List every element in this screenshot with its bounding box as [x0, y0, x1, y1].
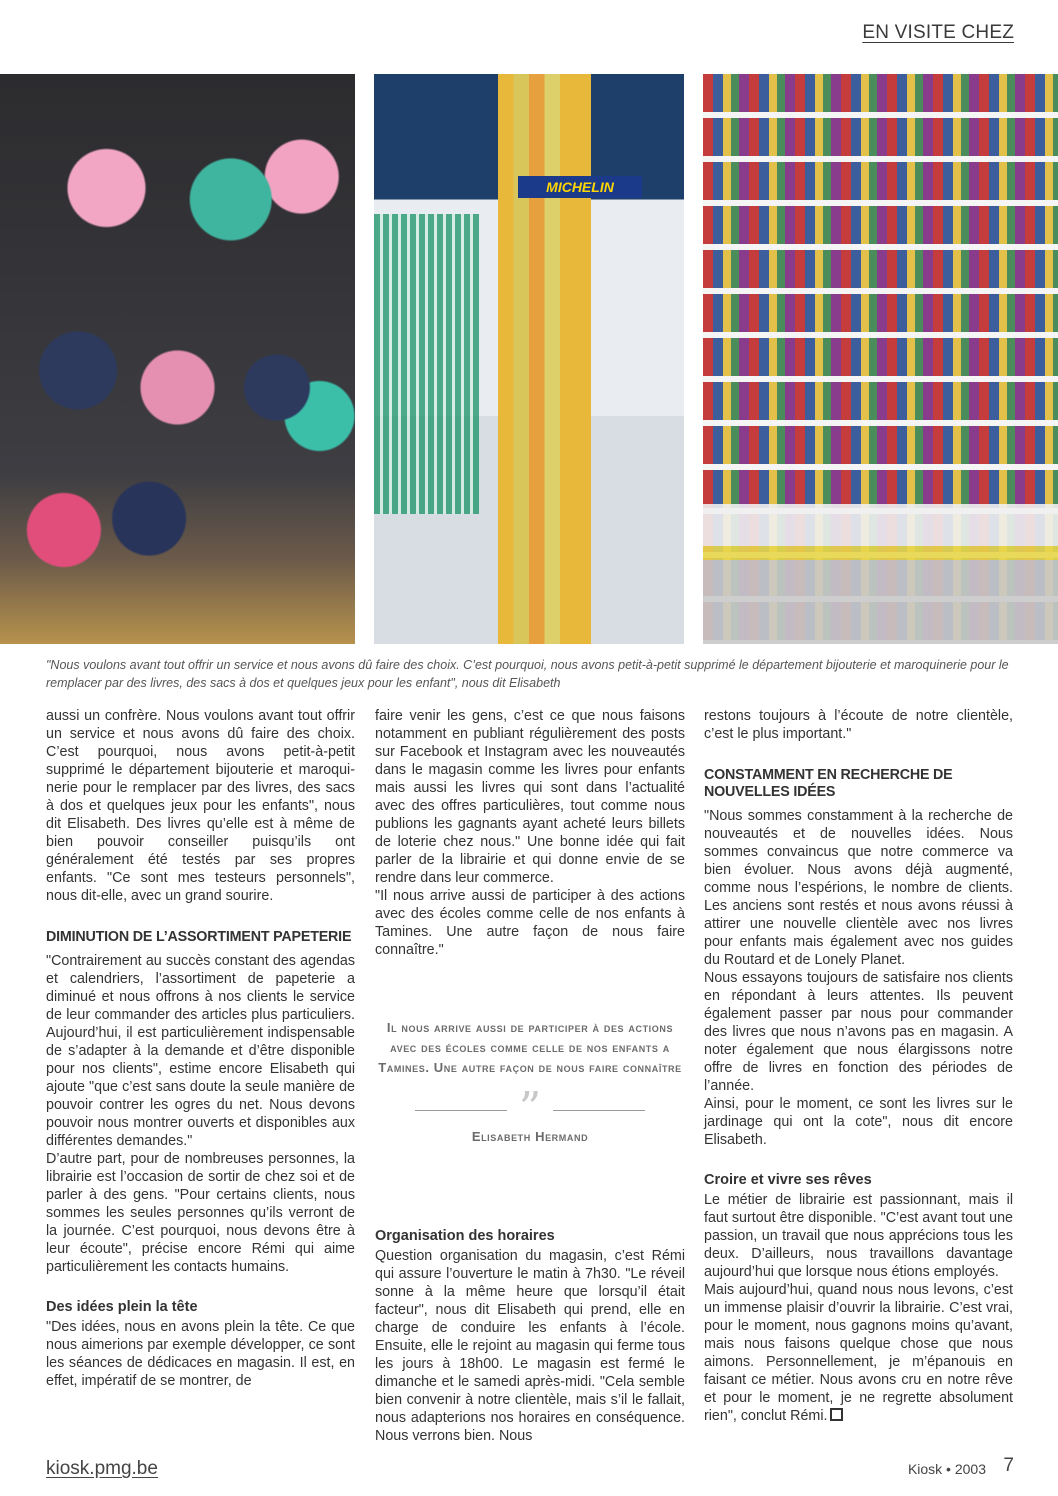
paragraph: Question organisation du magasin, c’est Rémi qui assure l’ouverture le matin à 7h30. "Le réveil sonne à la même heure que lorsqu’il était facteur", nous dit Elisabeth qui prend, elle en charge de conduire les enfants à l’école. Ensuite, elle le rejoint au magasin qui ferme tous les jours à 18h00. Le magasin est fermé le dimanche et le samedi après-midi. "Cela semble bien convenir à notre clientèle, mais s’il le fallait, nous adapterions nos horaires en conséquence. Nous verrons bien. Nous [375, 1248, 685, 1444]
subheading: Organisation des horaires [375, 1228, 555, 1244]
paragraph: restons toujours à l’écoute de notre clientèle, c’est le plus important." [704, 708, 1013, 742]
section-label: EN VISITE CHEZ [862, 22, 1014, 43]
footer-issue: Kiosk • 2003 [907, 1461, 986, 1477]
paragraph: faire venir les gens, c’est ce que nous faisons notamment en publiant régulièrement des posts sur Facebook et Instagram avec les nouveautés dans le magasin comme les livres pour enfants mais aussi les livres qui sont dans l’actualité avec des offres particulières, tout comme nous publions les gagnants ayant acheté leurs billets de loterie chez nous." Une bonne idée qui fait parler de la librairie et qui donne envie de se rendre dans leur commerce. [375, 708, 685, 886]
column-2-lower [375, 1227, 685, 1445]
paragraph: Ainsi, pour le moment, ce sont les livres sur le jardinage qui ont la cote", nous dit encore Elisabeth. [704, 1096, 1013, 1148]
paragraph: "Il nous arrive aussi de participer à des actions avec des écoles comme celle de nos enfants à Tamines. Une autre façon de nous faire connaître." [375, 888, 685, 958]
paragraph: "Nous sommes constamment à la recherche de nouveautés et de nouvelles idées. Nous sommes convaincus que notre commerce va bien évoluer. Nous avons déjà augmenté, comme nous l’espérions, le nombre de clients. Les anciens sont restés et nous avons réussi à attirer une nouvelle clientèle avec nos livres pour enfants mais également avec nos guides du Routard et de Lonely Planet. [704, 808, 1013, 968]
michelin-sign: MICHELIN [518, 176, 642, 198]
paragraph-final [704, 1281, 1013, 1425]
quote-divider [375, 1110, 685, 1111]
paragraph: "Contrairement au succès constant des agendas et calendriers, l’assortiment de papeterie a diminué et nous offrons à nos clients le service de leur commander des articles plus particuliers. Aujourd’hui, il est particulièrement indispensable de s’adapter à la demande et d’être disponible pour nos clients", estime encore Elisabeth qui ajoute "que c’est sans doute la seule manière de pouvoir contrer les ogres du net. Nous devons pouvoir nous montrer ouverts et disponibles aux différentes demandes." [46, 953, 355, 1149]
subheading: Croire et vivre ses rêves [704, 1172, 872, 1188]
paragraph: Nous essayons toujours de satisfaire nos clients en répondant à leurs attentes. Ils peuvent également passer par nous pour commander des livres que nous n’avons pas en magasin. A noter également que nous élargissons notre offre de livres en fonction des périodes de l’année. [704, 970, 1013, 1094]
column-1 [46, 707, 355, 1390]
photo-map-rack [374, 74, 684, 644]
end-square-icon [830, 1408, 843, 1421]
paragraph: "Des idées, nous en avons plein la tête. Ce que nous aimerions par exemple développer, ce sont les séances de dédicaces en magasin. Il est, en effet, impératif de se montrer, de [46, 1319, 355, 1389]
paragraph: aussi un confrère. Nous voulons avant tout offrir un service et nous avons dû faire des choix. C’est pourquoi, nous avons petit-à-petit supprimé le département bijouterie et maroquinerie pour le remplacer par des livres, des sacs à dos et quelques jeux pour les enfants", nous dit Elisabeth. Des livres qu’elle est à même de bien pouvoir conseiller puisqu’ils ont généralement été testés par ses propres enfants. "Ce sont mes testeurs personnels", nous dit-elle, avec un grand sourire. [46, 708, 355, 904]
footer-site-link[interactable]: kiosk.pmg.be [46, 1458, 158, 1479]
column-3 [704, 707, 1013, 1425]
photo-caption: "Nous voulons avant tout offrir un service et nous avons dû faire des choix. C’est pourquoi, nous avons petit-à-petit supprimé le département bijouterie et maroquinerie pour le remplacer par des livres, des sacs à dos et quelques jeux pour les enfant", nous dit Elisabeth [46, 658, 1009, 690]
page-number: 7 [1003, 1455, 1014, 1476]
section-heading: CONSTAMMENT EN RECHERCHE DE NOUVELLES IDÉES [704, 767, 953, 800]
paragraph-final-text: Mais aujourd’hui, quand nous nous levons, c’est un immense plaisir d’ouvrir la librairie. C’est vrai, pour le moment, nous gagnons moins qu’avant, mais nous faisons quelque chose que nous aimons. Personnellement, je m’épanouis en faisant ce métier. Nous avons cru en notre rêve et pour le moment, je ne regrette absolument rien", conclut Rémi. [704, 1282, 1013, 1424]
column-2 [375, 707, 685, 959]
photo-backpacks [0, 74, 355, 644]
paragraph: D’autre part, pour de nombreuses personnes, la librairie est l’occasion de sortir de chez soi et de parler à des gens. "Pour certains clients, nous sommes les seules personnes qu’ils verront de la journée. C’est pourquoi, nous devons être à leur écoute", précise encore Rémi qui aime particulièrement les contacts humains. [46, 1151, 355, 1275]
subheading: Des idées plein la tête [46, 1299, 198, 1315]
quote-mark-icon: ” [518, 1083, 542, 1134]
paragraph: Le métier de librairie est passionnant, mais il faut surtout être disponible. "C’est avant tout une passion, un travail que nous apprécions tous les deux. D’ailleurs, nous travaillons davantage aujourd’hui que lorsque nous étions employés. [704, 1192, 1013, 1280]
pull-quote-author: Elisabeth Hermand [471, 1129, 589, 1144]
section-heading: DIMINUTION DE L’ASSORTIMENT PAPETERIE [46, 929, 352, 945]
pull-quote [375, 1018, 685, 1144]
photo-magazine-shelves [703, 74, 1058, 644]
pull-quote-text: Il nous arrive aussi de participer à des actions avec des écoles comme celle de nos enfants a Tamines. Une autre façon de nous faire connaître [378, 1020, 682, 1075]
